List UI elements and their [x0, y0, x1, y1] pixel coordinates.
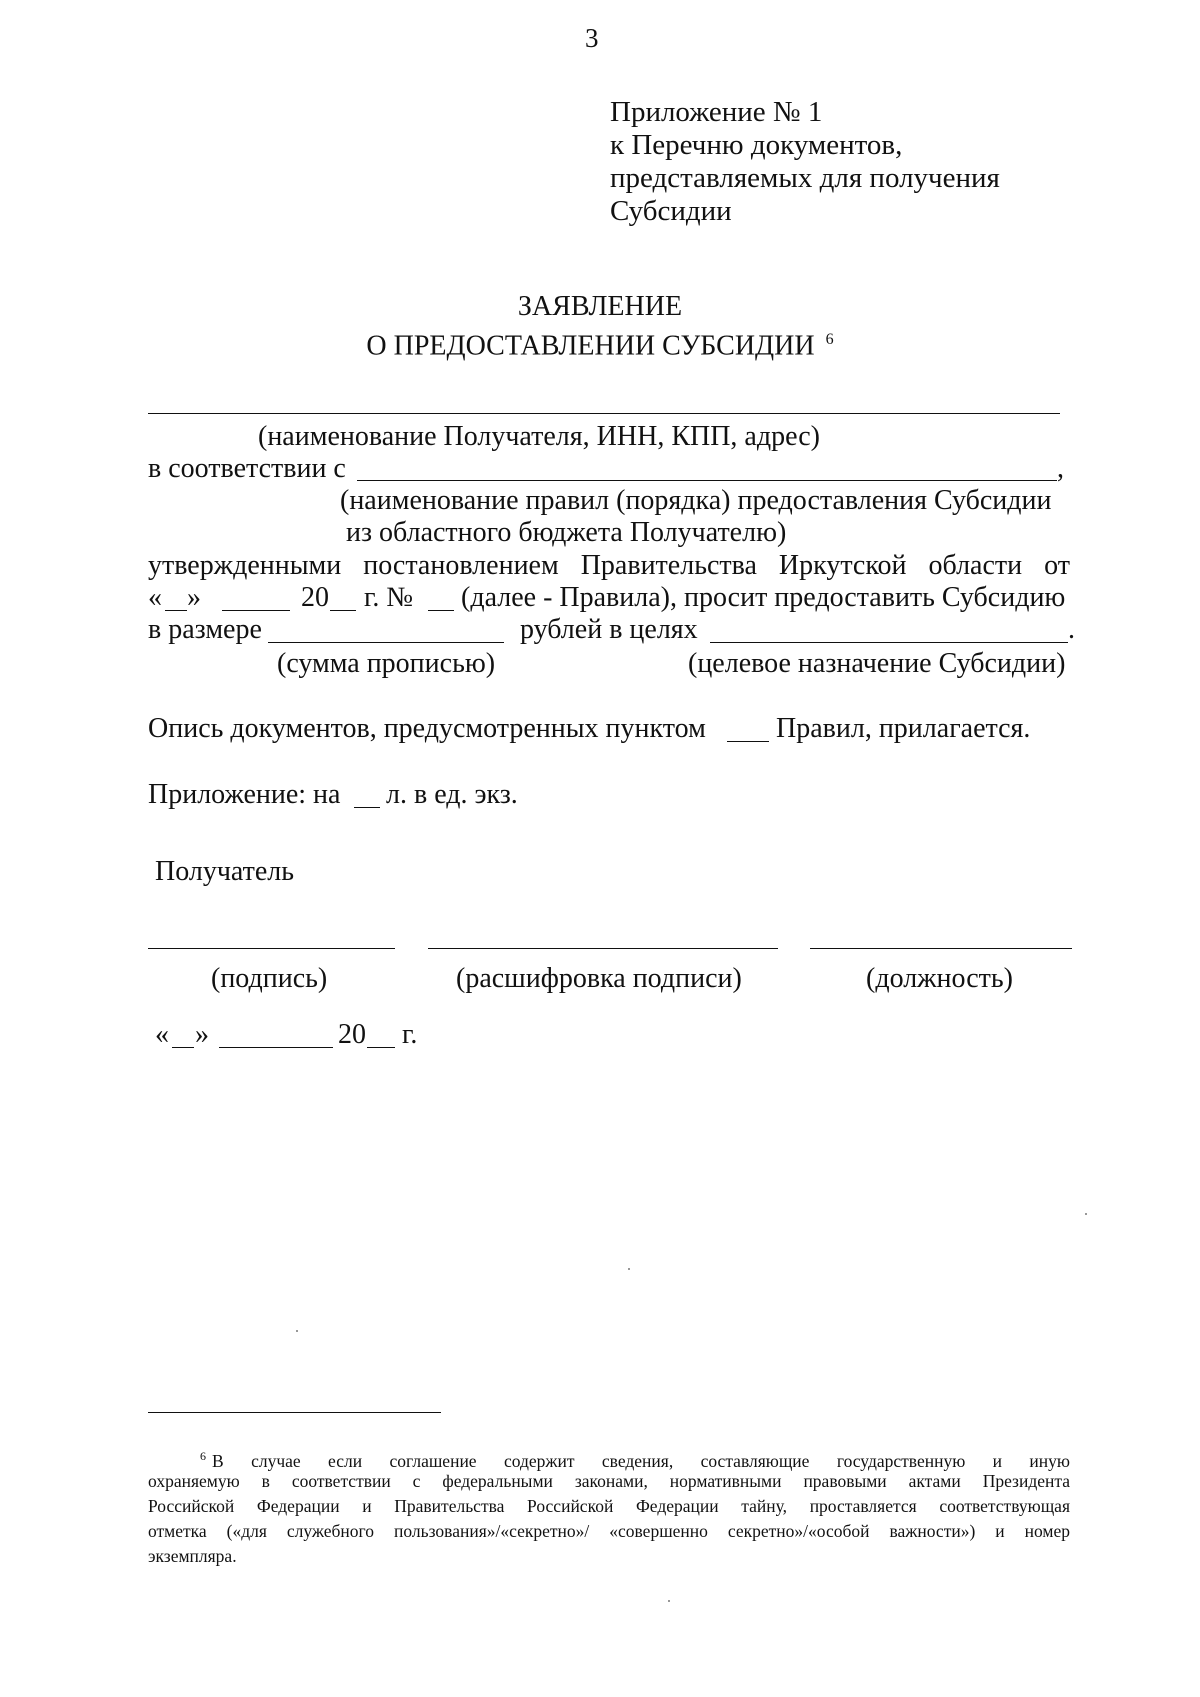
day-blank-line [165, 610, 187, 611]
sign-date-open-quote: « [155, 1019, 169, 1050]
page-number: 3 [585, 23, 599, 53]
approved-line: утвержденными постановлением Правительства Иркутской области от [148, 550, 1070, 581]
decree-number-blank-line [428, 610, 454, 611]
according-label: в соответствии с [148, 453, 346, 484]
signature-blank-line [148, 948, 395, 949]
year-number-label: г. № [364, 582, 414, 613]
attachment-suffix: л. в ед. экз. [386, 779, 518, 810]
amount-caption: (сумма прописью) [277, 648, 496, 679]
attachment-prefix: Приложение: на [148, 779, 341, 810]
footnote-line-4: отметка («для служебного пользования»/«секретно»/ «совершенно секретно»/«особой важности») и номер [148, 1521, 1070, 1541]
amount-label: в размере [148, 614, 262, 645]
signature-decoding-blank-line [428, 948, 778, 949]
position-blank-line [810, 948, 1072, 949]
appendix-line-3: представляемых для получения [610, 162, 1000, 194]
scan-speck [296, 1330, 298, 1332]
inventory-prefix: Опись документов, предусмотренных пунктом [148, 713, 706, 744]
inventory-suffix: Правил, прилагается. [776, 713, 1031, 744]
rules-text: (далее - Правила), просит предоставить Субсидию [461, 582, 1066, 613]
sign-day-blank-line [172, 1047, 194, 1048]
signature-caption: (подпись) [211, 963, 328, 994]
appendix-line-1: Приложение № 1 [610, 96, 823, 128]
title-footnote-mark: 6 [825, 331, 834, 348]
appendix-line-2: к Перечню документов, [610, 129, 903, 161]
comma: , [1057, 453, 1064, 484]
sign-year-suffix: г. [402, 1019, 418, 1050]
decoding-caption: (расшифровка подписи) [456, 963, 742, 994]
period: . [1068, 614, 1075, 645]
appendix-line-4: Субсидии [610, 195, 732, 227]
sign-month-blank-line [219, 1047, 333, 1048]
sign-year-prefix: 20 [338, 1019, 366, 1050]
footnote-line-2: охраняемую в соответствии с федеральными законами, нормативными правовыми актами Президента [148, 1471, 1070, 1491]
purpose-blank-line [710, 642, 1068, 643]
title-line-1: ЗАЯВЛЕНИЕ [517, 291, 683, 322]
scan-speck [1085, 1213, 1087, 1215]
purpose-caption: (целевое назначение Субсидии) [688, 648, 1066, 679]
inventory-item-blank-line [727, 741, 769, 742]
attachment-pages-blank-line [354, 807, 380, 808]
year-blank-line [330, 610, 356, 611]
rules-caption-2: из областного бюджета Получателю) [346, 517, 787, 548]
recipient-label: Получатель [155, 856, 295, 887]
recipient-caption: (наименование Получателя, ИНН, КПП, адрес) [258, 421, 820, 452]
date-close-quote: » [187, 582, 201, 613]
title-line-2 [0, 323, 1200, 362]
footnote-separator [148, 1412, 441, 1413]
sign-date-close-quote: » [195, 1019, 209, 1050]
footnote-line-3: Российской Федерации и Правительства Российской Федерации тайну, проставляется соответствующая [148, 1496, 1070, 1516]
footnote-line-5: экземпляра. [148, 1546, 237, 1566]
month-blank-line [222, 610, 290, 611]
rubles-label: рублей в целях [520, 614, 698, 645]
sign-year-blank-line [367, 1047, 395, 1048]
rules-name-blank-line [357, 480, 1057, 481]
amount-blank-line [268, 642, 504, 643]
scan-speck [668, 1600, 670, 1602]
footnote-mark: 6 [200, 1449, 206, 1463]
rules-caption-1: (наименование правил (порядка) предоставления Субсидии [340, 485, 1052, 516]
footnote-text-1: В случае если соглашение содержит сведения, составляющие государственную и иную [212, 1450, 1070, 1471]
title-text: О ПРЕДОСТАВЛЕНИИ СУБСИДИИ [366, 330, 815, 362]
year-prefix: 20 [301, 582, 329, 613]
scan-speck [628, 1268, 630, 1270]
recipient-blank-line [148, 413, 1060, 414]
date-open-quote: « [148, 582, 162, 613]
position-caption: (должность) [866, 963, 1013, 994]
